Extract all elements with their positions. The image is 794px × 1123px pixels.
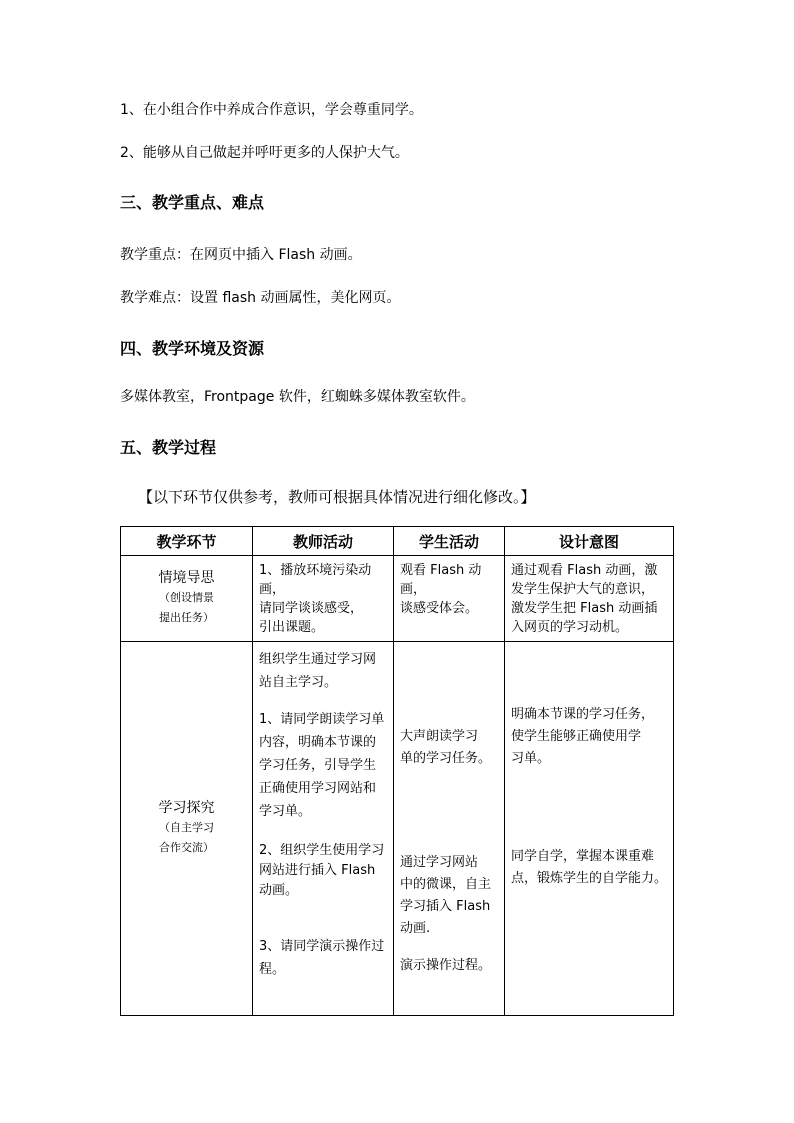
text-line: 网站进行插入 Flash: [259, 863, 376, 878]
teacher-activity-cell: [253, 556, 394, 642]
process-note: 【以下环节仅供参考，教师可根据具体情况进行细化修改。】: [138, 488, 536, 506]
text-line: 站自主学习。: [259, 675, 338, 690]
text-line: 谈感受体会。: [400, 601, 479, 616]
text-line: 2、组织学生使用学习: [259, 843, 385, 858]
student-activity-cell: [394, 556, 505, 642]
stage-cell: [121, 556, 253, 642]
section4-heading: 四、教学环境及资源: [120, 339, 265, 358]
stage-subtitle: （创设情景: [159, 591, 214, 604]
text-line: 观看 Flash 动画，: [400, 563, 482, 597]
key-point: 教学重点：在网页中插入 Flash 动画。: [120, 247, 362, 263]
lesson-process-table: [120, 526, 674, 1016]
stage-title: 情境导思: [158, 570, 215, 586]
student-step-1: [400, 726, 502, 770]
intent-step-2: [511, 846, 671, 890]
section3-heading: 三、教学重点、难点: [120, 193, 265, 212]
text-line: 学习任务，引导学生: [259, 758, 377, 773]
difficult-point: 教学难点：设置 flash 动画属性，美化网页。: [120, 290, 401, 306]
student-step-3: 演示操作过程。: [400, 958, 492, 973]
text-line: 1、请同学朗读学习单: [259, 712, 385, 727]
header-stage: 教学环节: [121, 527, 253, 556]
section5-heading: 五、教学过程: [120, 438, 217, 457]
intent-step-1: [511, 704, 671, 770]
text-line: 组织学生通过学习网: [259, 652, 377, 667]
text-line: 动画.: [400, 921, 431, 936]
text-line: 大声朗读学习: [400, 729, 479, 744]
text-line: 内容，明确本节课的: [259, 735, 377, 750]
text-line: 中的微课，自主: [400, 877, 492, 892]
design-intent-cell: [505, 642, 674, 1016]
text-line: 通过学习网站: [400, 855, 479, 870]
text-line: 单的学习任务。: [400, 751, 492, 766]
text-line: 入网页的学习动机。: [511, 620, 629, 635]
teacher-intro: [259, 648, 389, 694]
table-row: [121, 556, 674, 642]
stage-subtitle: 提出任务）: [159, 611, 214, 624]
design-intent-cell: [505, 556, 674, 642]
text-line: 习单。: [511, 751, 551, 766]
text-line: 正确使用学习网站和: [259, 781, 377, 796]
text-line: 动画。: [259, 883, 299, 898]
objective-2: 2、能够从自己做起并呼吁更多的人保护大气。: [120, 145, 409, 161]
text-line: 请同学谈谈感受，: [259, 601, 364, 616]
text-line: 通过观看 Flash 动画，激: [511, 563, 658, 578]
text-line: 程。: [259, 962, 286, 977]
teacher-step-1: [259, 708, 389, 823]
text-line: 1、播放环境污染动画，: [259, 563, 372, 597]
text-line: 明确本节课的学习任务，: [511, 707, 655, 722]
stage-subtitle: 合作交流）: [159, 841, 214, 854]
text-line: 引出课题。: [259, 620, 325, 635]
stage-title: 学习探究: [158, 800, 215, 816]
text-line: 3、请同学演示操作过: [259, 939, 385, 954]
header-teacher: 教师活动: [253, 527, 394, 556]
text-line: 学习插入 Flash: [400, 899, 491, 914]
objective-1: 1、在小组合作中养成合作意识，学会尊重同学。: [120, 102, 423, 118]
stage-subtitle: （自主学习: [159, 821, 214, 834]
header-intent: 设计意图: [505, 527, 674, 556]
text-line: 点，锻炼学生的自学能力。: [511, 871, 668, 886]
student-step-2: [400, 852, 502, 940]
header-student: 学生活动: [394, 527, 505, 556]
teacher-step-3: [259, 935, 389, 981]
text-line: 激发学生把 Flash 动画插: [511, 601, 658, 616]
table-row: [121, 642, 674, 1016]
student-activity-cell: [394, 642, 505, 1016]
environment-text: 多媒体教室，Frontpage 软件，红蜘蛛多媒体教室软件。: [120, 389, 475, 405]
text-line: 同学自学，掌握本课重难: [511, 849, 655, 864]
teacher-step-2: [259, 841, 389, 901]
text-line: 使学生能够正确使用学: [511, 729, 642, 744]
text-line: 学习单。: [259, 804, 312, 819]
stage-cell: [121, 642, 253, 1016]
table-header-row: [121, 527, 674, 556]
text-line: 发学生保护大气的意识，: [511, 582, 655, 597]
teacher-activity-cell: [253, 642, 394, 1016]
